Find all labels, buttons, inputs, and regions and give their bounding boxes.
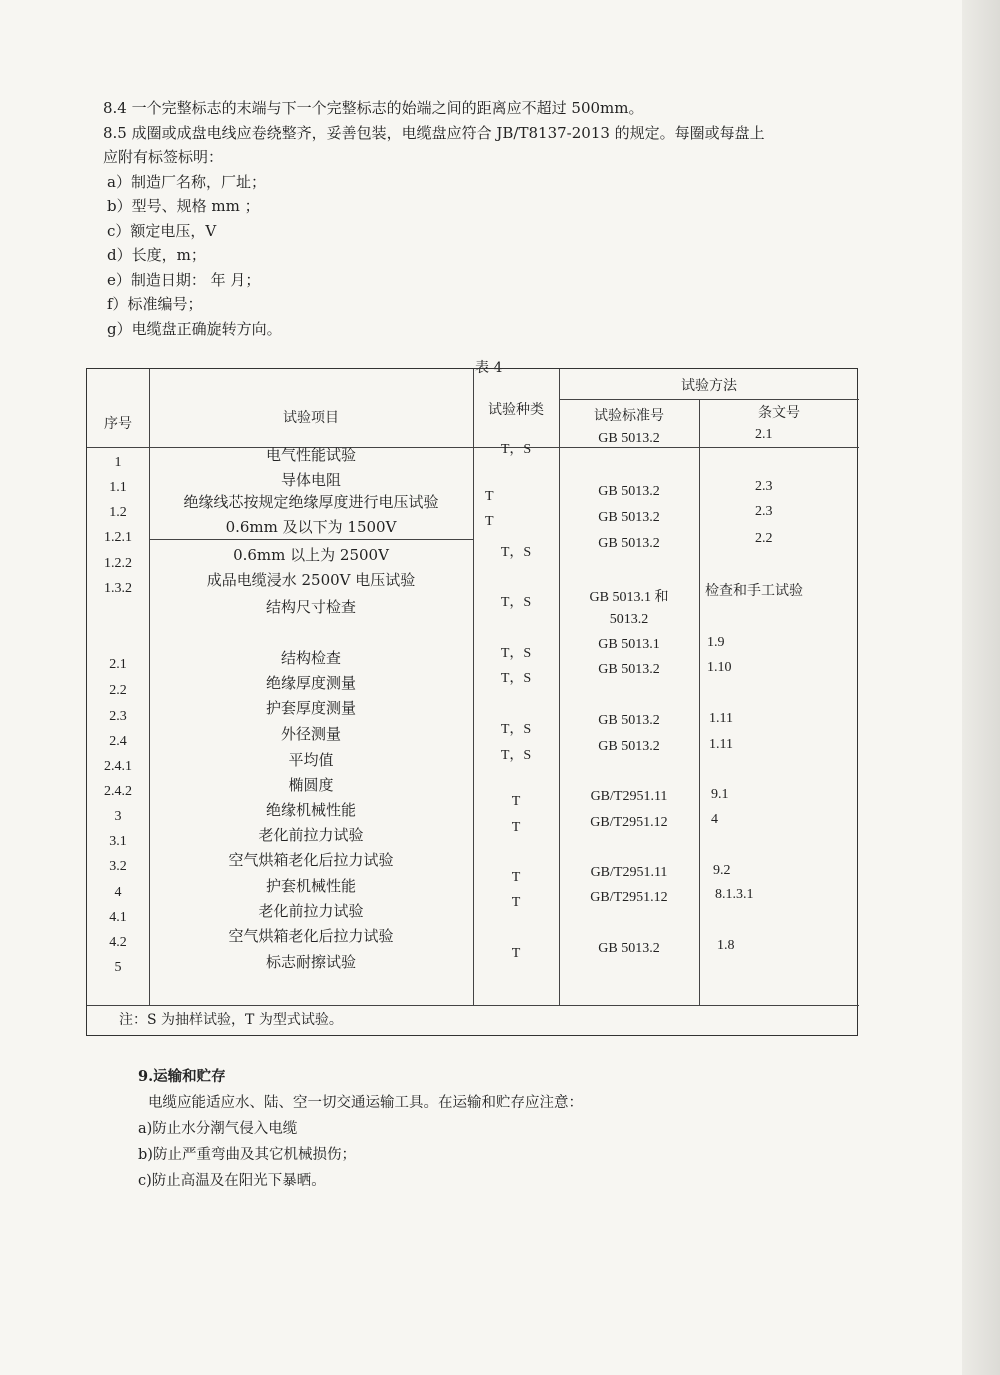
seq-number: 2.4.1: [104, 759, 132, 774]
header-clause: 条文号: [758, 405, 800, 421]
label-item-a: a）制造厂名称，厂址；: [107, 172, 266, 191]
test-kind: T，S: [500, 722, 532, 737]
section-9-item-a: a)防止水分潮气侵入电缆: [138, 1121, 298, 1137]
label-item-b: b）型号、规格 mm ；: [107, 197, 260, 215]
table-caption: 表 4: [475, 360, 503, 376]
test-item: 老化前拉力试验: [258, 826, 364, 844]
test-standard: GB 5013.2: [598, 941, 660, 956]
header-item: 试验项目: [283, 410, 339, 426]
scan-page-edge: [962, 0, 1000, 1375]
test-kind: T: [511, 820, 521, 835]
seq-number: 2.1: [109, 657, 127, 672]
label-item-g: g）电缆盘正确旋转方向。: [107, 319, 282, 338]
test-kind: T: [485, 514, 494, 529]
table-note: 注：S 为抽样试验，T 为型式试验。: [119, 1012, 343, 1028]
header-kind: 试验种类: [488, 402, 544, 418]
test-standard: GB 5013.2: [598, 713, 660, 728]
test-item: 导体电阻: [280, 471, 341, 489]
seq-number: 2.4.2: [104, 784, 132, 799]
clause-number: 1.9: [707, 635, 725, 650]
clause-number: 1.11: [709, 737, 733, 752]
test-item: 护套机械性能: [265, 877, 356, 895]
test-item: 椭圆度: [288, 776, 334, 794]
seq-number: 1.1: [109, 480, 127, 495]
section-9-item-c: c)防止高温及在阳光下暴晒。: [138, 1173, 326, 1189]
seq-number: 5: [114, 960, 122, 975]
test-kind: T: [511, 794, 521, 809]
seq-number: 4: [114, 885, 122, 900]
test-standard: GB 5013.2: [598, 484, 660, 499]
test-standard: GB 5013.2: [598, 510, 660, 525]
test-kind: T，S: [500, 748, 532, 763]
clause-number: 1.10: [707, 660, 732, 675]
clause-number: 9.1: [711, 787, 729, 802]
seq-number: 4.2: [109, 935, 127, 950]
test-item: 绝缘厚度测量: [265, 674, 356, 692]
test-kind: T，S: [500, 595, 532, 610]
clause-8-5-cont: 应附有标签标明：: [103, 148, 224, 166]
test-kind: T，S: [500, 646, 532, 661]
test-item: 空气烘箱老化后拉力试验: [228, 927, 394, 945]
test-kind: T: [511, 946, 521, 961]
section-9-title: 9.运输和贮存: [138, 1068, 226, 1085]
test-item: 绝缘机械性能: [265, 801, 356, 819]
test-item: 外径测量: [280, 725, 341, 743]
clause-8-text: [103, 96, 843, 341]
test-kind: T，S: [500, 671, 532, 686]
seq-number: 2.2: [109, 683, 127, 698]
section-9: [138, 1064, 583, 1194]
seq-number: 1.2.2: [104, 556, 132, 571]
seq-number: 1: [114, 455, 122, 470]
header-method: 试验方法: [681, 378, 737, 394]
header-std: 试验标准号: [594, 408, 664, 424]
test-item: 结构尺寸检查: [265, 598, 356, 616]
test-item: 0.6mm 及以下为 1500V: [225, 518, 397, 536]
test-table: [86, 368, 858, 1036]
test-kind: T: [485, 489, 494, 504]
test-standard: GB 5013.1 和: [589, 590, 669, 605]
test-standard: GB/T2951.12: [590, 815, 668, 830]
test-kind: T: [511, 895, 521, 910]
table-hline: [87, 1005, 859, 1006]
test-item: 老化前拉力试验: [258, 902, 364, 920]
clause-8-5: 8.5 成圈或成盘电线应卷绕整齐，妥善包装，电缆盘应符合 JB/T8137-2013 的规定。每圈或每盘上: [103, 123, 765, 142]
table-hline: [149, 539, 473, 540]
seq-number: 1.2: [109, 505, 127, 520]
test-standard: 5013.2: [609, 612, 649, 627]
test-standard: GB 5013.2: [598, 536, 660, 551]
test-item: 平均值: [288, 751, 334, 769]
clause-8-4: 8.4 一个完整标志的末端与下一个完整标志的始端之间的距离应不超过 500mm。: [103, 99, 644, 117]
seq-number: 2.4: [109, 734, 127, 749]
test-standard: GB 5013.2: [598, 662, 660, 677]
seq-number: 3.2: [109, 859, 127, 874]
header-seq: 序号: [104, 416, 132, 432]
label-item-c: c）额定电压，V: [107, 221, 217, 240]
test-standard: GB/T2951.11: [590, 789, 668, 804]
seq-number: 3: [114, 809, 122, 824]
clause-number: 2.2: [755, 531, 773, 546]
clause-number: 2.1: [755, 427, 773, 442]
test-standard: GB/T2951.11: [590, 865, 668, 880]
test-item: 护套厚度测量: [265, 699, 356, 717]
seq-number: 1.3.2: [104, 581, 132, 596]
section-9-item-b: b)防止严重弯曲及其它机械损伤；: [138, 1147, 356, 1163]
test-kind: T，S: [500, 442, 532, 457]
seq-number: 4.1: [109, 910, 127, 925]
test-kind: T，S: [500, 545, 532, 560]
clause-number: 2.3: [755, 504, 773, 519]
table-vline: [559, 369, 560, 1005]
clause-number: 1.11: [709, 711, 733, 726]
seq-number: 3.1: [109, 834, 127, 849]
table-hline: [559, 399, 859, 400]
test-standard: GB 5013.1: [598, 637, 660, 652]
clause-number: 8.1.3.1: [715, 887, 754, 902]
test-item: 电气性能试验: [265, 446, 356, 464]
label-item-e: e）制造日期： 年 月；: [107, 270, 261, 289]
test-kind: T: [511, 870, 521, 885]
test-item: 成品电缆浸水 2500V 电压试验: [206, 571, 416, 589]
test-standard: GB 5013.2: [598, 739, 660, 754]
label-item-f: f）标准编号；: [107, 295, 203, 313]
section-9-lead: 电缆应能适应水、陆、空一切交通运输工具。在运输和贮存应注意：: [148, 1095, 583, 1111]
test-standard: GB 5013.2: [598, 431, 660, 446]
label-item-d: d）长度，m；: [107, 246, 206, 264]
clause-text: 检查和手工试验: [705, 583, 803, 599]
clause-number: 4: [711, 812, 718, 827]
test-item: 0.6mm 以上为 2500V: [233, 546, 389, 564]
clause-number: 2.3: [755, 479, 773, 494]
test-item: 结构检查: [280, 649, 341, 667]
test-item: 绝缘线芯按规定绝缘厚度进行电压试验: [183, 493, 439, 511]
test-standard: GB/T2951.12: [590, 890, 668, 905]
clause-number: 1.8: [717, 938, 735, 953]
test-item: 标志耐擦试验: [265, 953, 356, 971]
seq-number: 2.3: [109, 709, 127, 724]
test-item: 空气烘箱老化后拉力试验: [228, 851, 394, 869]
clause-number: 9.2: [713, 863, 731, 878]
seq-number: 1.2.1: [104, 530, 132, 545]
